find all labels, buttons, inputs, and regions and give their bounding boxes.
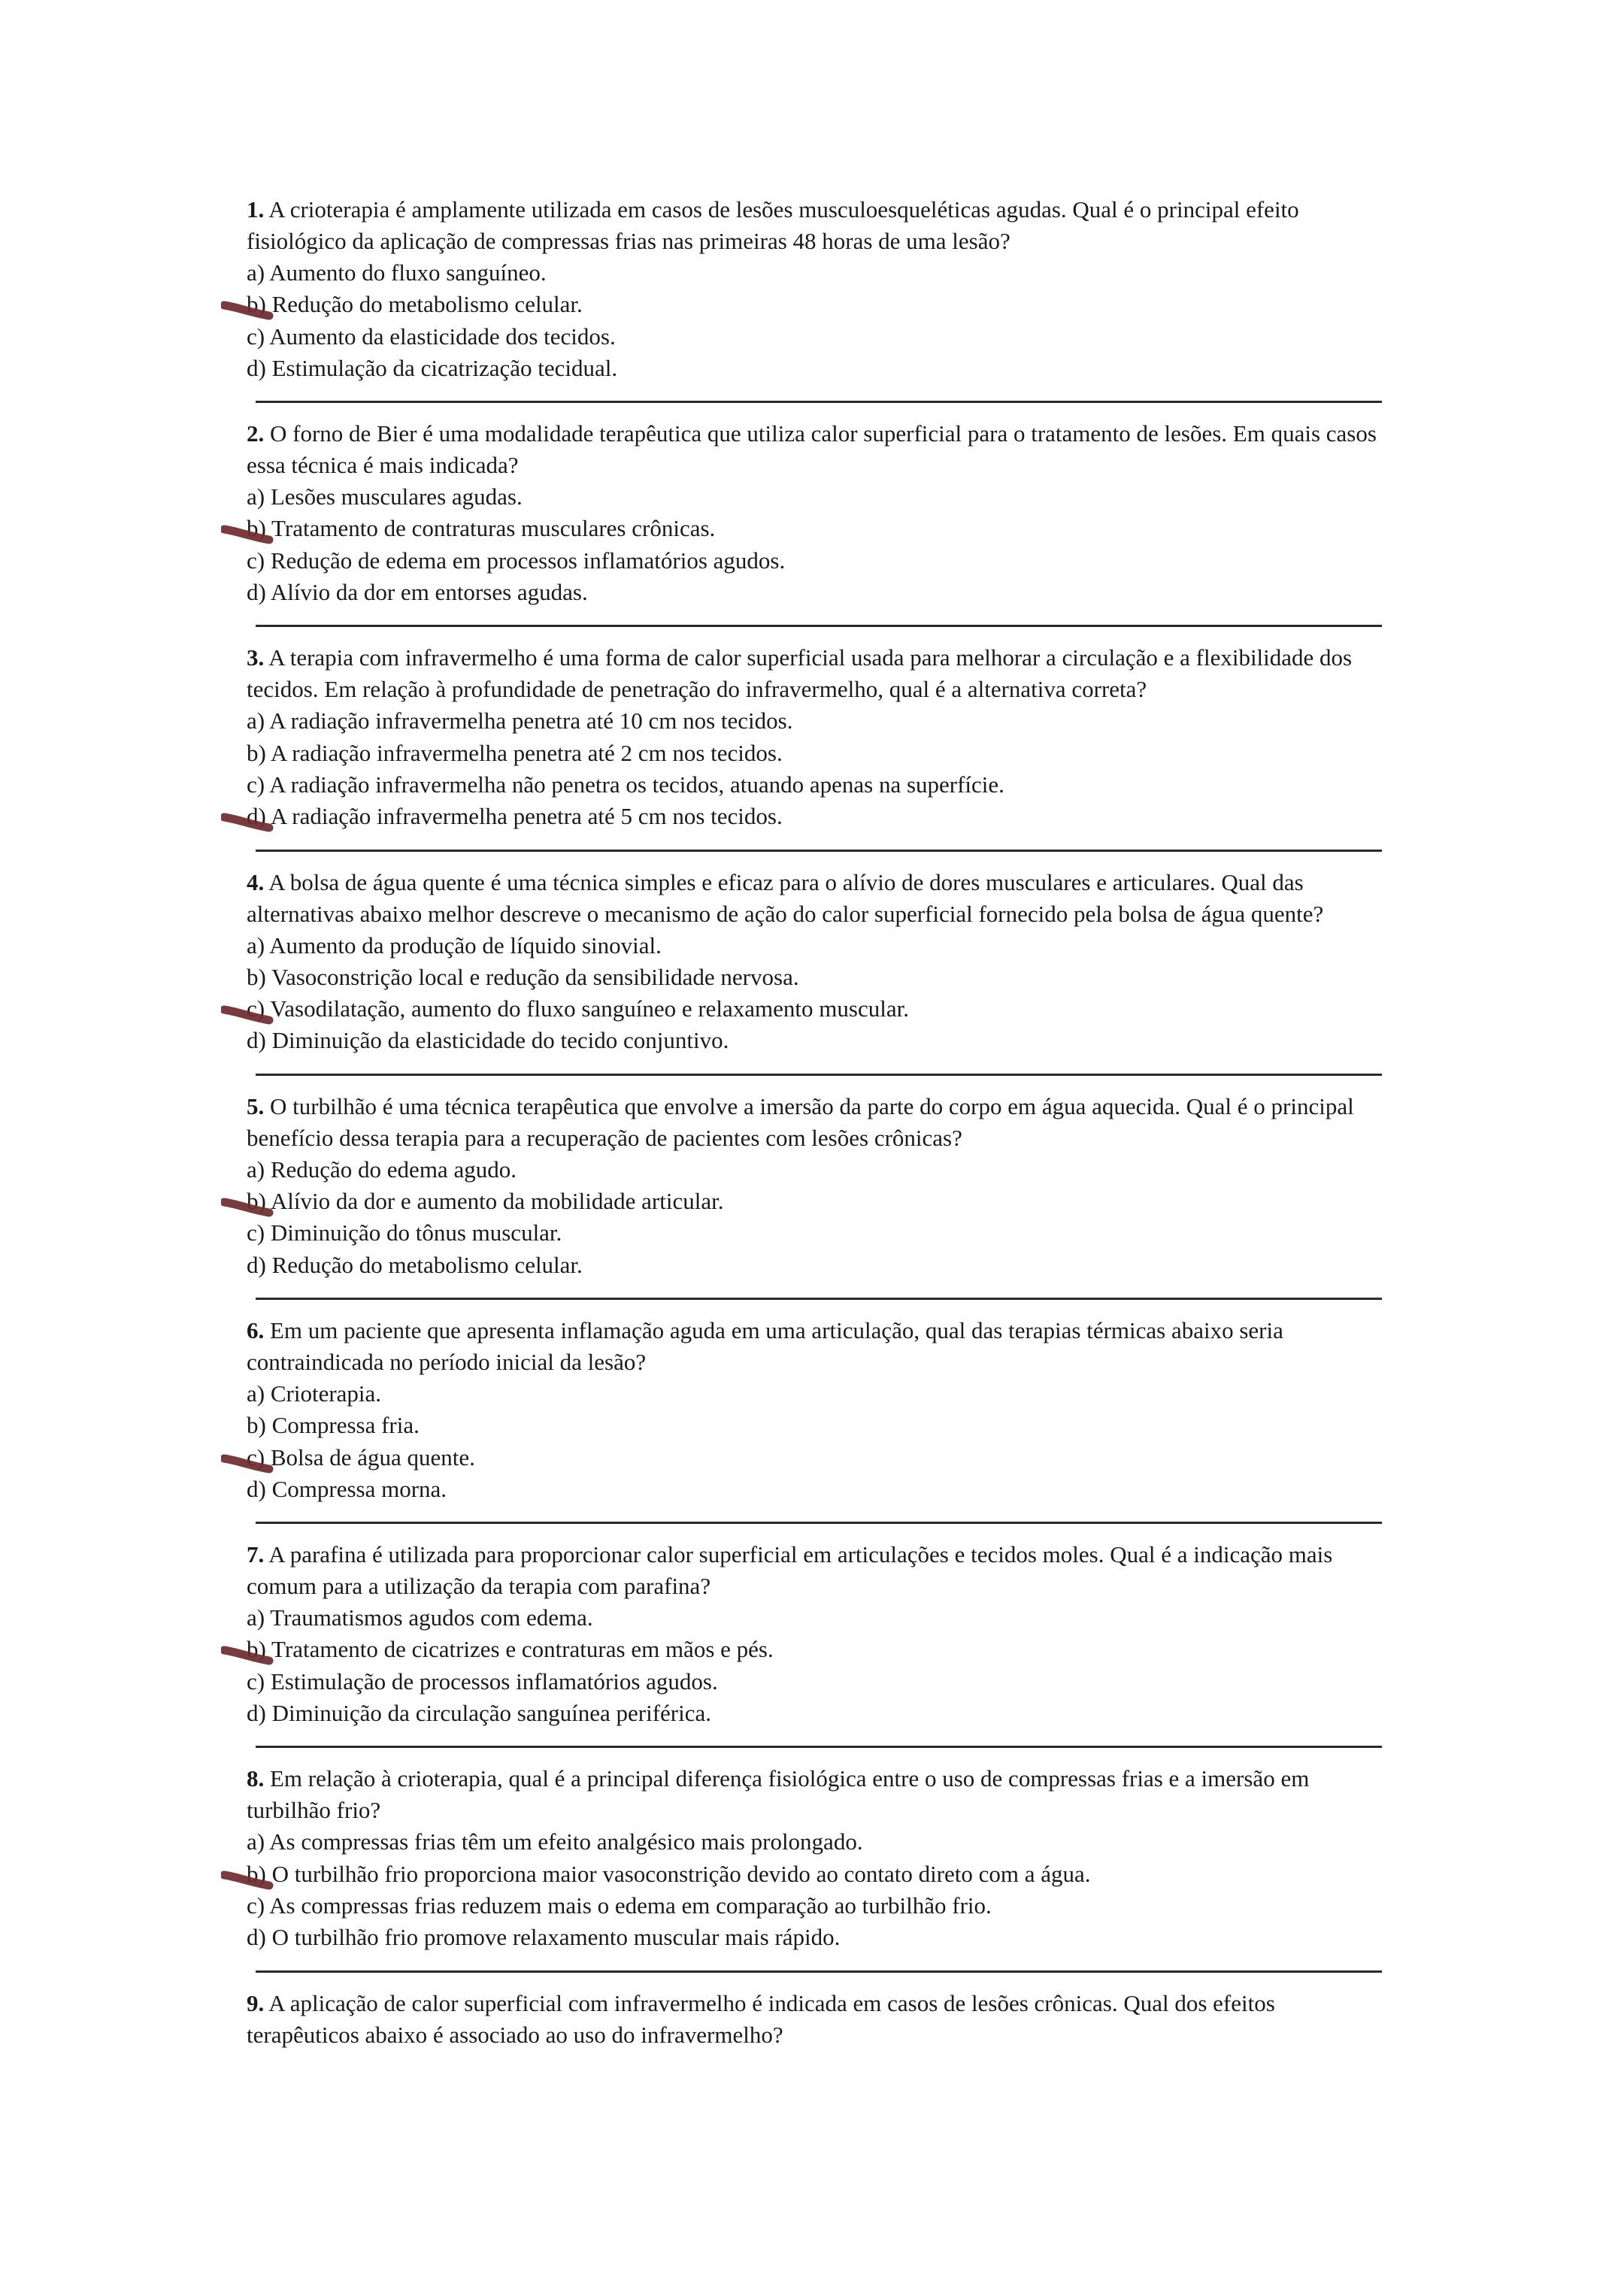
option-letter: c) xyxy=(247,1219,265,1246)
section-divider xyxy=(256,850,1382,852)
question-text xyxy=(247,642,1389,705)
options-list xyxy=(247,1378,1389,1505)
option-text: Redução de edema em processos inflamatórios agudos. xyxy=(270,547,786,574)
option-text: Tratamento de contraturas musculares crônicas. xyxy=(271,515,716,542)
option-letter: a) xyxy=(247,1380,265,1407)
option-text: Lesões musculares agudas. xyxy=(270,483,523,510)
option-letter: c) xyxy=(247,547,265,574)
option-text: Aumento da produção de líquido sinovial. xyxy=(269,931,662,959)
option-d xyxy=(247,353,1389,384)
option-letter: c) xyxy=(247,995,265,1022)
option-letter: d) xyxy=(247,354,266,381)
question-number: 4. xyxy=(247,868,265,895)
option-letter: a) xyxy=(247,259,265,286)
option-c xyxy=(247,1442,1389,1474)
question-number: 8. xyxy=(247,1765,265,1792)
option-c xyxy=(247,993,1389,1025)
question-statement: A crioterapia é amplamente utilizada em casos de lesões musculoesqueléticas agudas. Qual é o principal efeito fisiológico da aplicação de compressas frias nas primeiras 48 horas de uma lesão? xyxy=(247,196,1299,254)
section-divider xyxy=(256,1522,1382,1524)
option-text: Compressa fria. xyxy=(271,1412,420,1439)
option-a xyxy=(247,257,1389,289)
question-number: 9. xyxy=(247,1989,265,2016)
question-statement: Em um paciente que apresenta inflamação aguda em uma articulação, qual das terapias térmicas abaixo seria contraindicada no período inicial da lesão? xyxy=(247,1316,1283,1375)
question-statement: A bolsa de água quente é uma técnica simples e eficaz para o alívio de dores musculares e articulares. Qual das alternativas abaixo melhor descreve o mecanismo de ação do calor superficial fornecido pela bolsa de água quente? xyxy=(247,868,1324,927)
option-c xyxy=(247,1666,1389,1698)
option-text: A radiação infravermelha penetra até 10 cm nos tecidos. xyxy=(269,707,793,735)
option-text: Bolsa de água quente. xyxy=(270,1443,475,1471)
option-c xyxy=(247,321,1389,353)
option-letter: b) xyxy=(247,739,266,766)
question-text xyxy=(247,1091,1389,1154)
option-letter: b) xyxy=(247,515,266,542)
option-d xyxy=(247,1474,1389,1505)
question-statement: O turbilhão é uma técnica terapêutica que envolve a imersão da parte do corpo em água aquecida. Qual é o principal benefício dessa terapia para a recuperação de pacientes com lesões crônicas? xyxy=(247,1092,1354,1151)
option-b xyxy=(247,1634,1389,1665)
option-b xyxy=(247,738,1389,769)
section-divider xyxy=(256,1298,1382,1300)
option-text: Alívio da dor e aumento da mobilidade articular. xyxy=(270,1188,724,1215)
question-7 xyxy=(247,1539,1389,1729)
options-list xyxy=(247,705,1389,832)
options-list xyxy=(247,1602,1389,1729)
option-text: Redução do metabolismo celular. xyxy=(271,291,583,318)
option-letter: c) xyxy=(247,1892,265,1919)
section-divider xyxy=(256,625,1382,627)
option-text: Aumento do fluxo sanguíneo. xyxy=(269,259,547,286)
option-d xyxy=(247,1922,1389,1953)
question-number: 6. xyxy=(247,1316,265,1343)
option-a xyxy=(247,1602,1389,1634)
option-d xyxy=(247,1025,1389,1056)
question-6 xyxy=(247,1315,1389,1505)
section-divider xyxy=(256,401,1382,403)
question-statement: A aplicação de calor superficial com infravermelho é indicada em casos de lesões crônicas. Qual dos efeitos terapêuticos abaixo é associado ao uso do infravermelho? xyxy=(247,1989,1275,2048)
option-letter: a) xyxy=(247,1156,265,1183)
question-text xyxy=(247,1763,1389,1826)
option-letter: d) xyxy=(247,1251,266,1278)
option-text: Diminuição da circulação sanguínea periférica. xyxy=(271,1700,711,1727)
option-text: Diminuição do tônus muscular. xyxy=(270,1219,562,1246)
option-b xyxy=(247,289,1389,320)
option-text: Crioterapia. xyxy=(270,1380,382,1407)
option-a xyxy=(247,1826,1389,1858)
question-sheet xyxy=(247,194,1389,2051)
option-letter: a) xyxy=(247,931,265,959)
option-letter: d) xyxy=(247,803,266,830)
question-text xyxy=(247,1539,1389,1602)
section-divider xyxy=(256,1970,1382,1973)
option-letter: c) xyxy=(247,1443,265,1471)
option-c xyxy=(247,1890,1389,1922)
option-letter: c) xyxy=(247,323,265,350)
option-d xyxy=(247,1698,1389,1729)
option-b xyxy=(247,962,1389,993)
option-letter: b) xyxy=(247,1188,266,1215)
option-b xyxy=(247,513,1389,544)
option-letter: b) xyxy=(247,1860,266,1887)
option-c xyxy=(247,769,1389,801)
option-text: As compressas frias têm um efeito analgésico mais prolongado. xyxy=(269,1828,863,1855)
option-a xyxy=(247,1378,1389,1410)
option-letter: b) xyxy=(247,1636,266,1663)
option-a xyxy=(247,1154,1389,1186)
option-d xyxy=(247,1249,1389,1281)
question-2 xyxy=(247,418,1389,608)
option-text: Vasodilatação, aumento do fluxo sanguíneo e relaxamento muscular. xyxy=(270,995,909,1022)
question-number: 7. xyxy=(247,1541,265,1568)
option-text: Diminuição da elasticidade do tecido conjuntivo. xyxy=(271,1027,729,1054)
question-text xyxy=(247,1315,1389,1378)
options-list xyxy=(247,1826,1389,1953)
option-text: Estimulação de processos inflamatórios agudos. xyxy=(270,1667,718,1695)
options-list xyxy=(247,1154,1389,1281)
option-letter: d) xyxy=(247,579,266,606)
option-b xyxy=(247,1410,1389,1441)
option-letter: c) xyxy=(247,771,265,798)
option-d xyxy=(247,577,1389,608)
option-letter: b) xyxy=(247,291,266,318)
option-text: Traumatismos agudos com edema. xyxy=(270,1604,593,1631)
question-text xyxy=(247,194,1389,257)
option-a xyxy=(247,481,1389,513)
option-a xyxy=(247,705,1389,737)
question-number: 2. xyxy=(247,420,265,447)
option-text: Vasoconstrição local e redução da sensibilidade nervosa. xyxy=(271,963,799,990)
question-text xyxy=(247,418,1389,481)
question-text xyxy=(247,867,1389,930)
question-text xyxy=(247,1988,1389,2051)
option-text: A radiação infravermelha penetra até 2 cm nos tecidos. xyxy=(270,739,783,766)
option-letter: d) xyxy=(247,1475,266,1502)
option-c xyxy=(247,1217,1389,1249)
option-text: Aumento da elasticidade dos tecidos. xyxy=(269,323,616,350)
question-9 xyxy=(247,1988,1389,2051)
option-text: O turbilhão frio proporciona maior vasoconstrição devido ao contato direto com a água. xyxy=(271,1860,1091,1887)
question-number: 1. xyxy=(247,196,265,223)
option-b xyxy=(247,1858,1389,1890)
option-letter: a) xyxy=(247,707,265,735)
option-letter: d) xyxy=(247,1700,266,1727)
option-text: Redução do edema agudo. xyxy=(270,1156,517,1183)
option-d xyxy=(247,801,1389,832)
section-divider xyxy=(256,1746,1382,1748)
option-letter: a) xyxy=(247,1604,265,1631)
options-list xyxy=(247,930,1389,1057)
option-text: Compressa morna. xyxy=(271,1475,447,1502)
question-5 xyxy=(247,1091,1389,1281)
option-a xyxy=(247,930,1389,962)
options-list xyxy=(247,257,1389,384)
option-text: Redução do metabolismo celular. xyxy=(271,1251,583,1278)
option-letter: b) xyxy=(247,1412,266,1439)
options-list xyxy=(247,481,1389,608)
option-letter: c) xyxy=(247,1667,265,1695)
option-letter: a) xyxy=(247,483,265,510)
option-letter: b) xyxy=(247,963,266,990)
question-1 xyxy=(247,194,1389,384)
option-letter: a) xyxy=(247,1828,265,1855)
question-4 xyxy=(247,867,1389,1057)
question-statement: Em relação à crioterapia, qual é a principal diferença fisiológica entre o uso de compressas frias e a imersão em turbilhão frio? xyxy=(247,1765,1310,1824)
option-text: Estimulação da cicatrização tecidual. xyxy=(271,354,618,381)
question-8 xyxy=(247,1763,1389,1953)
option-letter: d) xyxy=(247,1027,266,1054)
question-statement: A parafina é utilizada para proporcionar calor superficial em articulações e tecidos moles. Qual é a indicação mais comum para a utilização da terapia com parafina? xyxy=(247,1541,1333,1600)
option-text: As compressas frias reduzem mais o edema em comparação ao turbilhão frio. xyxy=(269,1892,992,1919)
option-text: A radiação infravermelha não penetra os tecidos, atuando apenas na superfície. xyxy=(269,771,1004,798)
option-text: O turbilhão frio promove relaxamento muscular mais rápido. xyxy=(271,1924,841,1951)
option-text: Alívio da dor em entorses agudas. xyxy=(270,579,588,606)
question-statement: A terapia com infravermelho é uma forma de calor superficial usada para melhorar a circulação e a flexibilidade dos tecidos. Em relação à profundidade de penetração do infravermelho, qual é a alternativa correta? xyxy=(247,644,1353,703)
option-text: Tratamento de cicatrizes e contraturas em mãos e pés. xyxy=(271,1636,774,1663)
option-b xyxy=(247,1186,1389,1217)
option-text: A radiação infravermelha penetra até 5 cm nos tecidos. xyxy=(270,803,783,830)
question-number: 3. xyxy=(247,644,265,671)
question-3 xyxy=(247,642,1389,832)
section-divider xyxy=(256,1074,1382,1076)
question-statement: O forno de Bier é uma modalidade terapêutica que utiliza calor superficial para o tratamento de lesões. Em quais casos essa técnica é mais indicada? xyxy=(247,420,1377,479)
question-number: 5. xyxy=(247,1092,265,1119)
option-letter: d) xyxy=(247,1924,266,1951)
option-c xyxy=(247,545,1389,577)
